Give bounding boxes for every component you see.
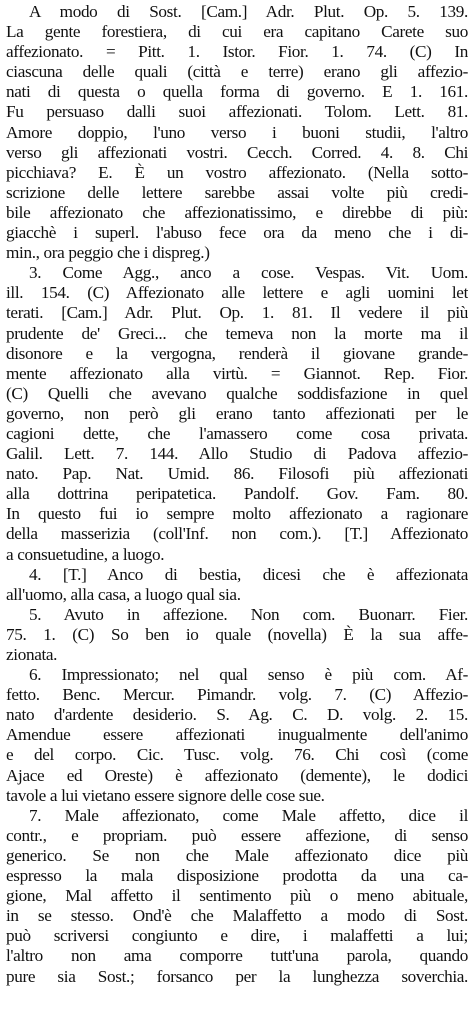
text-line: Amendue essere affezionati inugualmente dell'animo	[6, 725, 468, 745]
text-line: governo, non però gli erano tanto affezionati per le	[6, 403, 468, 423]
text-line: 5. Avuto in affezione. Non com. Buonarr. Fier.	[29, 604, 468, 624]
text-line: Galil. Lett. 7. 144. Allo Studio di Padova affezio-	[6, 444, 468, 464]
text-line: e del corpo. Cic. Tusc. volg. 76. Chi così (come	[6, 745, 468, 765]
text-line: espresso la mala disposizione prodotta da una ca-	[6, 866, 468, 886]
text-line: 3. Come Agg., anco a cose. Vespas. Vit. Uom.	[29, 263, 468, 283]
text-line: in se stesso. Ond'è che Malaffetto a modo di Sost.	[6, 906, 468, 926]
text-line: l'altro non ama comporre tutt'una parola, quando	[6, 946, 468, 966]
text-line: Fu persuaso dalli suoi affezionati. Tolom. Lett. 81.	[6, 102, 468, 122]
text-line: ciascuna delle quali (città e terre) erano gli affezio-	[6, 62, 468, 82]
text-line: (C) Quelli che avevano qualche soddisfazione in quel	[6, 383, 468, 403]
text-line: zionata.	[6, 645, 58, 664]
text-line: 6. Impressionato; nel qual senso è più com. Af-	[29, 665, 468, 685]
text-line: generico. Se non che Male affezionato dice più	[6, 845, 468, 865]
text-line: giacchè i superl. l'abuso fece ora da meno che i di-	[6, 223, 468, 243]
text-line: Amore doppio, l'uno verso i buoni studii, l'altro	[6, 122, 468, 142]
text-line: ill. 154. (C) Affezionato alle lettere e agli uomini let	[6, 283, 468, 303]
text-line: pure sia Sost.; forsanco per la lunghezza soverchia.	[6, 966, 468, 986]
text-line: 75. 1. (C) So ben io quale (novella) È la sua affe-	[6, 624, 468, 644]
dictionary-entry-text	[6, 2, 468, 987]
text-line: prudente de' Greci... che temeva non la morte ma il	[6, 323, 468, 343]
text-line: bile affezionato che affezionatissimo, e direbbe di più:	[6, 202, 468, 222]
text-line: 4. [T.] Anco di bestia, dicesi che è affezionata	[29, 564, 468, 584]
text-line: può scriversi congiunto e dire, i malaffetti a lui;	[6, 926, 468, 946]
text-line: all'uomo, alla casa, a luogo qual sia.	[6, 584, 241, 604]
text-line: cagioni dette, che l'amassero come cosa privata.	[6, 423, 468, 443]
text-line: terati. [Cam.] Adr. Plut. Op. 1. 81. Il vedere il più	[6, 303, 468, 323]
text-line: affezionato. = Pitt. 1. Istor. Fior. 1. 74. (C) In	[6, 42, 468, 62]
text-line: gione, Mal affetto il sentimento più o meno abituale,	[6, 886, 468, 906]
text-line: 7. Male affezionato, come Male affetto, dice il	[29, 805, 468, 825]
text-line: nato. Pap. Nat. Umid. 86. Filosofi più affezionati	[6, 464, 468, 484]
text-line: alla dottrina peripatetica. Pandolf. Gov. Fam. 80.	[6, 484, 468, 504]
text-line: fetto. Benc. Mercur. Pimandr. volg. 7. (C) Affezio-	[6, 685, 468, 705]
text-line: disonore e la vergogna, renderà il giovane grande-	[6, 343, 468, 363]
text-line: A modo di Sost. [Cam.] Adr. Plut. Op. 5. 139.	[29, 2, 468, 21]
text-line: picchiava? E. È un vostro affezionato. (Nella sotto-	[6, 162, 468, 182]
text-line: nati di questa o quella forma di governo. E 1. 161.	[6, 82, 468, 102]
text-line: In questo fui io sempre molto affezionato a ragionare	[6, 504, 468, 524]
text-line: della masserizia (coll'Inf. non com.). [T.] Affezionato	[6, 524, 468, 544]
text-line: tavole a lui vietano essere signore delle cose sue.	[6, 785, 325, 805]
text-line: contr., e propriam. può essere affezione, di senso	[6, 825, 468, 845]
text-line: Ajace ed Oreste) è affezionato (demente), le dodici	[6, 765, 468, 785]
text-line: mente affezionato alla virtù. = Giannot. Rep. Fior.	[6, 363, 468, 383]
text-line: nato d'ardente desiderio. S. Ag. C. D. volg. 2. 15.	[6, 705, 468, 725]
text-line: min., ora peggio che i dispreg.)	[6, 243, 210, 263]
text-line: verso gli affezionati vostri. Cecch. Corred. 4. 8. Chi	[6, 142, 468, 162]
text-line: scrizione delle lettere sarebbe assai volte più credi-	[6, 182, 468, 202]
text-line: La gente forestiera, di cui era capitano Carete suo	[6, 22, 468, 42]
text-line: a consuetudine, a luogo.	[6, 544, 165, 564]
